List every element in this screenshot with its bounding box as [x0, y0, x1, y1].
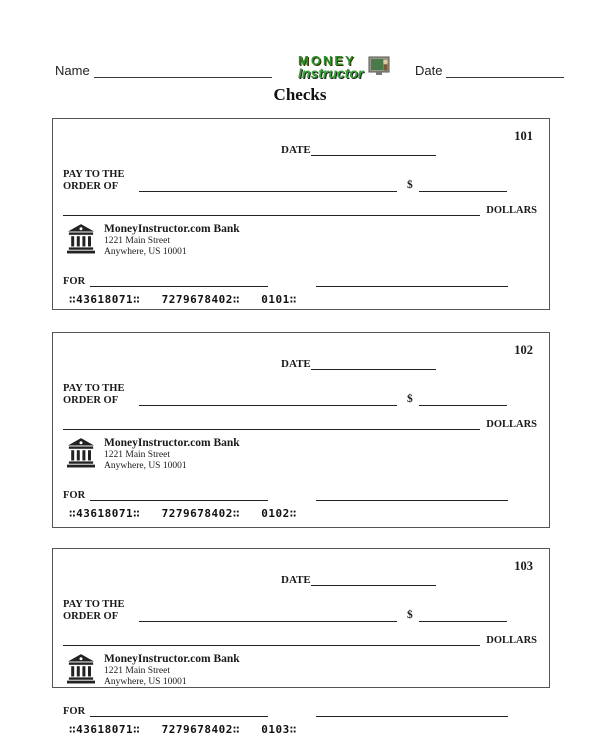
check-date-line [311, 143, 436, 156]
page-title: Checks [273, 85, 327, 104]
check-date-line [311, 357, 436, 370]
bank-name: MoneyInstructor.com Bank [104, 653, 240, 665]
payee-blank-line [139, 391, 397, 406]
amount-blank-line [419, 607, 507, 622]
payee-blank-line [139, 177, 397, 192]
signature-blank-line [316, 273, 508, 287]
date-field [415, 62, 564, 78]
amount-words-blank-line [63, 415, 480, 430]
worksheet-header [55, 53, 560, 88]
name-field [55, 62, 272, 78]
micr-line: ∷43618071∷ 7279678402∷ 0102∷ [69, 507, 297, 520]
bank-text [104, 437, 240, 472]
amount-words-blank-line [63, 631, 480, 646]
check-date-row [281, 143, 436, 156]
logo-line1: MONEY [298, 53, 356, 68]
check-date-label: DATE [281, 144, 311, 156]
for-row [63, 273, 268, 287]
micr-line: ∷43618071∷ 7279678402∷ 0101∷ [69, 293, 297, 306]
pay-line-2: ORDER OF [63, 611, 119, 622]
for-label: FOR [63, 276, 86, 287]
check-number: 102 [514, 343, 533, 357]
signature-blank-line [316, 703, 508, 717]
pay-line-2: ORDER OF [63, 395, 119, 406]
for-blank-line [90, 273, 268, 287]
check-number: 103 [514, 559, 533, 573]
bank-building-icon [67, 438, 95, 473]
for-row [63, 703, 268, 717]
bank-text [104, 653, 240, 688]
check-date-row [281, 357, 436, 370]
name-blank-line [94, 62, 272, 78]
check-103 [52, 548, 550, 736]
bank-name: MoneyInstructor.com Bank [104, 223, 240, 235]
dollars-row [63, 415, 537, 430]
pay-line-1: PAY TO THE [63, 383, 125, 394]
date-label: Date [415, 63, 443, 78]
check-date-line [311, 573, 436, 586]
dollar-sign: $ [407, 609, 413, 621]
dollars-label: DOLLARS [486, 419, 537, 430]
instructor-chalkboard-icon [368, 56, 390, 79]
pay-to-the-order-of [63, 169, 124, 193]
for-label: FOR [63, 706, 86, 717]
pay-to-the-order-of [63, 599, 124, 623]
logo-text [298, 54, 363, 80]
bank-street: 1221 Main Street [104, 666, 170, 676]
check-date-label: DATE [281, 574, 311, 586]
bank-city: Anywhere, US 10001 [104, 247, 187, 257]
bank-text [104, 223, 240, 258]
for-label: FOR [63, 490, 86, 501]
bank-name: MoneyInstructor.com Bank [104, 437, 240, 449]
bank-street: 1221 Main Street [104, 236, 170, 246]
dollars-label: DOLLARS [486, 205, 537, 216]
amount-blank-line [419, 391, 507, 406]
for-blank-line [90, 487, 268, 501]
dollars-row [63, 201, 537, 216]
amount-blank-line [419, 177, 507, 192]
bank-city: Anywhere, US 10001 [104, 461, 187, 471]
for-blank-line [90, 703, 268, 717]
check-number: 101 [514, 129, 533, 143]
dollars-row [63, 631, 537, 646]
dollars-label: DOLLARS [486, 635, 537, 646]
bank-block [67, 653, 240, 689]
bank-block [67, 223, 240, 259]
pay-line-1: PAY TO THE [63, 599, 125, 610]
money-instructor-logo [298, 54, 390, 80]
micr-line: ∷43618071∷ 7279678402∷ 0103∷ [69, 723, 297, 736]
check-date-label: DATE [281, 358, 311, 370]
date-blank-line [446, 62, 564, 78]
bank-building-icon [67, 224, 95, 259]
pay-line-1: PAY TO THE [63, 169, 125, 180]
name-label: Name [55, 63, 90, 78]
amount-words-blank-line [63, 201, 480, 216]
check-102 [52, 332, 550, 528]
pay-line-2: ORDER OF [63, 181, 119, 192]
signature-blank-line [316, 487, 508, 501]
logo-line2: Instructor [298, 65, 364, 81]
check-date-row [281, 573, 436, 586]
dollar-sign: $ [407, 393, 413, 405]
for-row [63, 487, 268, 501]
payee-blank-line [139, 607, 397, 622]
bank-city: Anywhere, US 10001 [104, 677, 187, 687]
bank-block [67, 437, 240, 473]
bank-street: 1221 Main Street [104, 450, 170, 460]
dollar-sign: $ [407, 179, 413, 191]
pay-to-the-order-of [63, 383, 124, 407]
check-101 [52, 118, 550, 310]
bank-building-icon [67, 654, 95, 689]
